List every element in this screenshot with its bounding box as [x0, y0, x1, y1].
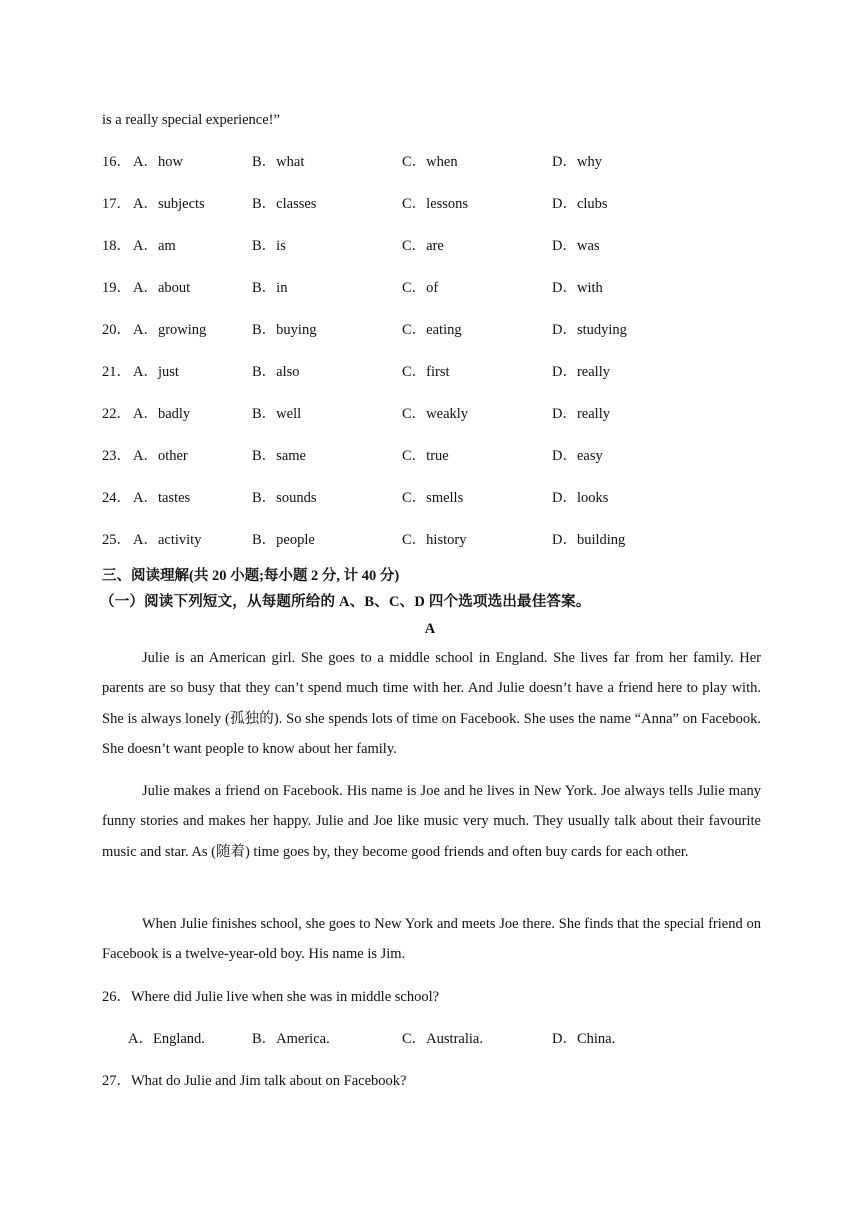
intro-line: is a really special experience!”: [102, 112, 280, 128]
question-number: 24．: [102, 490, 131, 506]
option-c: C．when: [402, 154, 458, 170]
option-a: A．subjects: [133, 196, 205, 212]
question-number: 16．: [102, 154, 131, 170]
option-b: B．classes: [252, 196, 317, 212]
passage-paragraph-2: Julie makes a friend on Facebook. His name is Joe and he lives in New York. Joe always tells Julie many funny stories and makes her happy. Julie and Joe like music very much. They usually talk about their favourite music and star. As (随着) time goes by, they become good friends and often buy cards for each other.: [102, 783, 761, 860]
option-a: A．how: [133, 154, 183, 170]
question-number: 25．: [102, 532, 131, 548]
option-d: D．with: [552, 280, 603, 296]
question-number: 22．: [102, 406, 131, 422]
option-d: D．really: [552, 406, 610, 422]
option-c: C．first: [402, 364, 450, 380]
option-b: B．is: [252, 238, 286, 254]
option-c: C．weakly: [402, 406, 469, 422]
option-a: A．just: [133, 364, 179, 380]
option-c: C．lessons: [402, 196, 469, 212]
cloze-option-row: [102, 320, 762, 340]
question-number: 20．: [102, 322, 131, 338]
sub-heading: （一）阅读下列短文，从每题所给的 A、B、C、D 四个选项选出最佳答案。: [100, 594, 591, 610]
option-c: C．true: [402, 448, 449, 464]
question-number: 23．: [102, 448, 131, 464]
passage-title: A: [424, 621, 436, 637]
option-a: A．am: [133, 238, 176, 254]
option-d: D．clubs: [552, 196, 608, 212]
option-c: C．Australia.: [402, 1031, 483, 1047]
cloze-option-row: [102, 404, 762, 424]
option-a: A．activity: [133, 532, 202, 548]
cloze-option-row: [102, 488, 762, 508]
question-26: 26．Where did Julie live when she was in middle school?: [102, 989, 440, 1005]
option-b: B．same: [252, 448, 306, 464]
question-27: 27．What do Julie and Jim talk about on Facebook?: [102, 1073, 407, 1089]
option-b: B．also: [252, 364, 300, 380]
question-26-options: [128, 1029, 748, 1049]
option-d: D．building: [552, 532, 626, 548]
option-b: B．people: [252, 532, 315, 548]
option-c: C．eating: [402, 322, 462, 338]
cloze-option-row: [102, 194, 762, 214]
option-d: D．why: [552, 154, 602, 170]
cloze-option-row: [102, 236, 762, 256]
option-b: B．America.: [252, 1031, 330, 1047]
cloze-option-row: [102, 446, 762, 466]
option-c: C．are: [402, 238, 444, 254]
question-number: 17．: [102, 196, 131, 212]
option-d: D．studying: [552, 322, 627, 338]
option-b: B．buying: [252, 322, 317, 338]
option-c: C．smells: [402, 490, 464, 506]
option-a: A．other: [133, 448, 188, 464]
option-d: D．easy: [552, 448, 603, 464]
question-number: 18．: [102, 238, 131, 254]
option-b: B．well: [252, 406, 302, 422]
option-b: B．in: [252, 280, 288, 296]
cloze-option-row: [102, 278, 762, 298]
option-d: D．China.: [552, 1031, 616, 1047]
option-b: B．what: [252, 154, 305, 170]
option-a: A．England.: [128, 1031, 205, 1047]
cloze-option-row: [102, 530, 762, 550]
section-heading: 三、阅读理解(共 20 小题;每小题 2 分, 计 40 分): [102, 568, 400, 584]
option-d: D．was: [552, 238, 600, 254]
option-a: A．growing: [133, 322, 207, 338]
question-number: 21．: [102, 364, 131, 380]
passage-paragraph-1: Julie is an American girl. She goes to a middle school in England. She lives far from her family. Her parents are so busy that they can’t spend much time with her. And Julie doesn’t have a friend here to play with. She is always lonely (孤独的). So she spends lots of time on Facebook. She uses the name “Anna” on Facebook. She doesn’t want people to know about her family.: [102, 650, 761, 757]
option-a: A．about: [133, 280, 191, 296]
question-number: 19．: [102, 280, 131, 296]
option-c: C．history: [402, 532, 467, 548]
option-d: D．really: [552, 364, 610, 380]
option-a: A．badly: [133, 406, 191, 422]
option-c: C．of: [402, 280, 439, 296]
passage-paragraph-3: When Julie finishes school, she goes to New York and meets Joe there. She finds that the special friend on Facebook is a twelve-year-old boy. His name is Jim.: [102, 916, 761, 963]
cloze-option-row: [102, 362, 762, 382]
option-d: D．looks: [552, 490, 609, 506]
cloze-option-row: [102, 152, 762, 172]
option-b: B．sounds: [252, 490, 317, 506]
option-a: A．tastes: [133, 490, 191, 506]
